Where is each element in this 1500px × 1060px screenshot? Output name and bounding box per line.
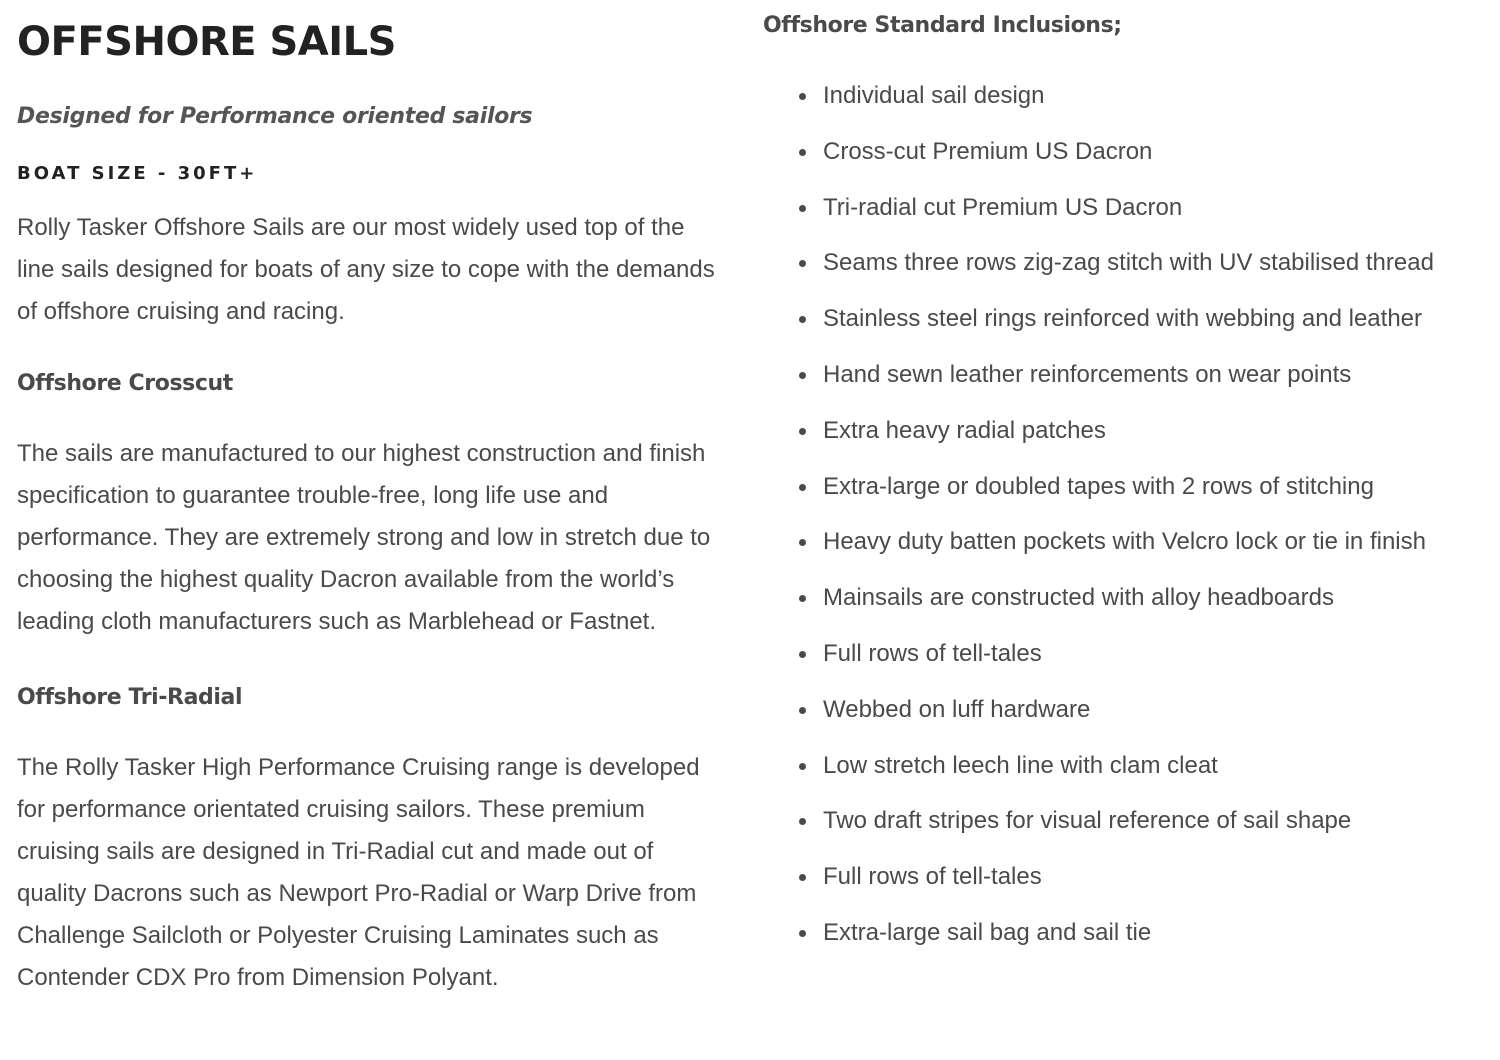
bullet-icon	[799, 93, 806, 100]
bullet-icon	[799, 763, 806, 770]
bullet-icon	[799, 930, 806, 937]
list-item-text: Extra heavy radial patches	[823, 416, 1106, 444]
page-title: OFFSHORE SAILS	[17, 19, 396, 65]
tagline: Designed for Performance oriented sailors	[17, 104, 533, 129]
bullet-icon	[799, 372, 806, 379]
list-item	[763, 805, 1483, 861]
list-item-text: Mainsails are constructed with alloy headboards	[823, 584, 1334, 612]
list-item	[763, 750, 1483, 806]
bullet-icon	[799, 595, 806, 602]
list-item-text: Hand sewn leather reinforcements on wear points	[823, 360, 1352, 388]
bullet-icon	[799, 651, 806, 658]
bullet-icon	[799, 874, 806, 881]
boat-size-label: BOAT SIZE - 30FT+	[17, 163, 258, 184]
bullet-icon	[799, 316, 806, 323]
list-item	[763, 359, 1483, 415]
list-item	[763, 861, 1483, 917]
list-item-text: Stainless steel rings reinforced with webbing and leather	[823, 305, 1423, 333]
list-item	[763, 694, 1483, 750]
list-item-text: Webbed on luff hardware	[823, 695, 1091, 723]
list-item	[763, 582, 1483, 638]
list-item	[763, 638, 1483, 694]
list-item	[763, 471, 1483, 527]
list-item	[763, 526, 1483, 582]
bullet-icon	[799, 707, 806, 714]
bullet-icon	[799, 260, 806, 267]
list-item-text: Heavy duty batten pockets with Velcro lock or tie in finish	[823, 528, 1426, 556]
list-item-text: Two draft stripes for visual reference of sail shape	[823, 807, 1352, 835]
list-item-text: Tri-radial cut Premium US Dacron	[823, 193, 1183, 221]
list-item-text: Seams three rows zig-zag stitch with UV stabilised thread	[823, 249, 1434, 277]
right-column	[763, 10, 1483, 973]
list-item	[763, 415, 1483, 471]
inclusions-heading: Offshore Standard Inclusions;	[763, 13, 1122, 38]
crosscut-paragraph: The sails are manufactured to our highest construction and finish specification to guarantee trouble-free, long life use and performance. They are extremely strong and low in stretch due to choosing the highest quality Dacron available from the world’s leading cloth manufacturers such as Marblehead or Fastnet.	[17, 440, 711, 635]
list-item	[763, 80, 1483, 136]
bullet-icon	[799, 149, 806, 156]
bullet-icon	[799, 428, 806, 435]
crosscut-heading: Offshore Crosscut	[17, 371, 233, 396]
triradial-paragraph: The Rolly Tasker High Performance Cruising range is developed for performance orientated cruising sailors. These premium cruising sails are designed in Tri-Radial cut and made out of quality Dacrons such as Newport Pro-Radial or Warp Drive from Challenge Sailcloth or Polyester Cruising Laminates such as Contender CDX Pro from Dimension Polyant.	[17, 754, 700, 991]
list-item-text: Low stretch leech line with clam cleat	[823, 751, 1218, 779]
bullet-icon	[799, 205, 806, 212]
list-item-text: Full rows of tell-tales	[823, 863, 1042, 891]
list-item	[763, 247, 1483, 303]
list-item	[763, 303, 1483, 359]
triradial-heading: Offshore Tri-Radial	[17, 685, 243, 710]
list-item-text: Individual sail design	[823, 82, 1045, 109]
list-item-text: Extra-large sail bag and sail tie	[823, 918, 1152, 946]
list-item	[763, 136, 1483, 192]
list-item	[763, 192, 1483, 248]
intro-paragraph: Rolly Tasker Offshore Sails are our most widely used top of the line sails designed for boats of any size to cope with the demands of offshore cruising and racing.	[17, 214, 715, 325]
list-item	[763, 917, 1483, 973]
list-item-text: Full rows of tell-tales	[823, 639, 1042, 667]
bullet-icon	[799, 539, 806, 546]
bullet-icon	[799, 818, 806, 825]
list-item-text: Extra-large or doubled tapes with 2 rows of stitching	[823, 472, 1374, 500]
list-item-text: Cross-cut Premium US Dacron	[823, 137, 1153, 165]
bullet-icon	[799, 484, 806, 491]
left-column	[17, 14, 717, 999]
inclusions-list	[763, 80, 1483, 973]
